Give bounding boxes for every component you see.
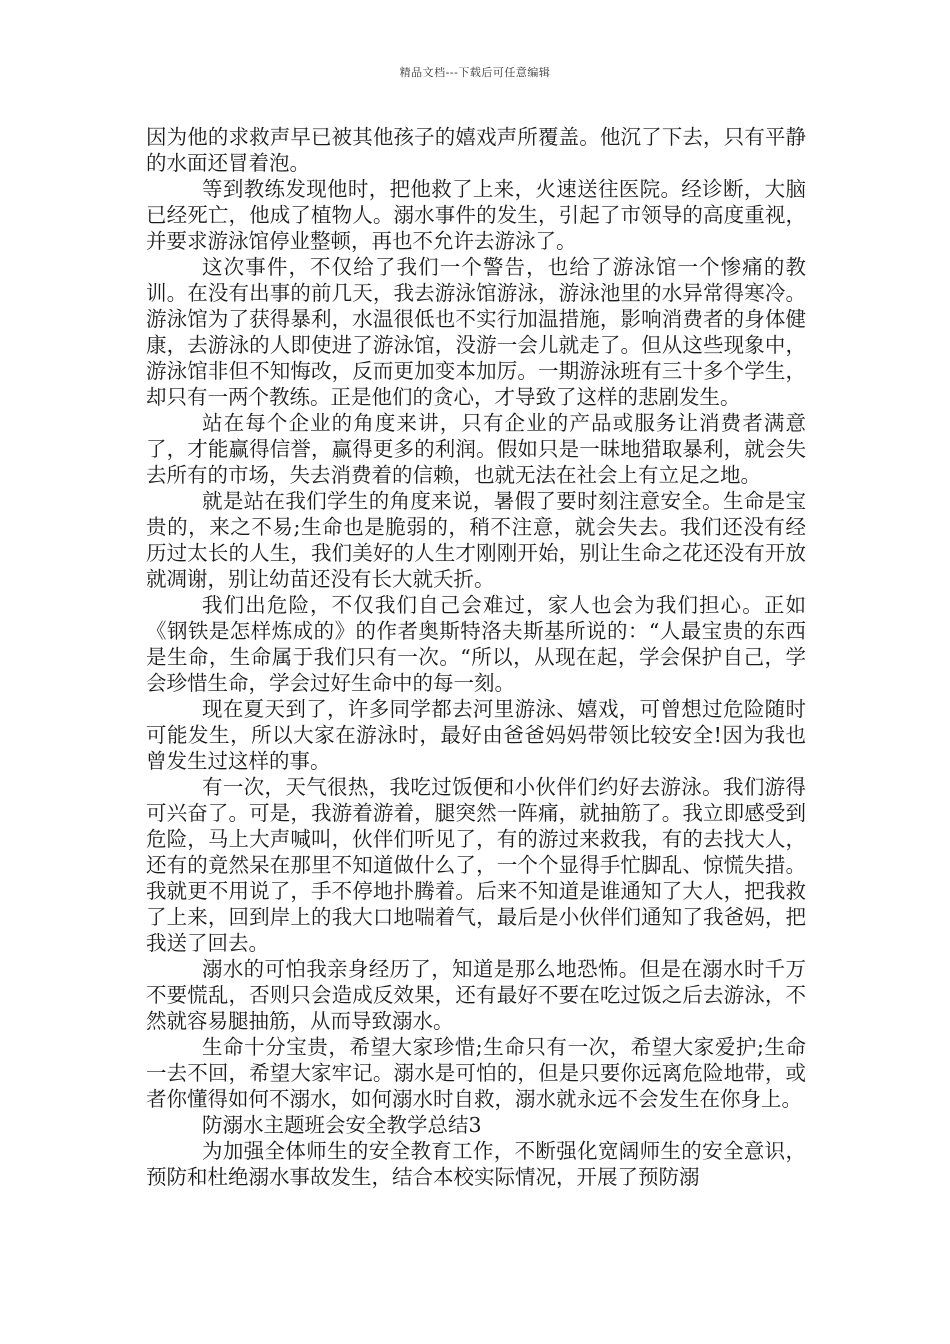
paragraph: 现在夏天到了，许多同学都去河里游泳、嬉戏，可曾想过危险随时可能发生，所以大家在游泳时，最好由爸爸妈妈带领比较安全!因为我也曾发生过这样的事。 xyxy=(146,697,806,773)
paragraph: 等到教练发现他时，把他救了上来，火速送往医院。经诊断，大脑已经死亡，他成了植物人。溺水事件的发生，引起了市领导的高度重视，并要求游泳馆停业整顿，再也不允许去游泳了。 xyxy=(146,177,806,253)
paragraph: 我们出危险，不仅我们自己会难过，家人也会为我们担心。正如《钢铁是怎样炼成的》的作者奥斯特洛夫斯基所说的：“人最宝贵的东西是生命，生命属于我们只有一次。“所以，从现在起，学会保护自己，学会珍惜生命，学会过好生命中的每一刻。 xyxy=(146,593,806,695)
paragraph: 站在每个企业的角度来讲，只有企业的产品或服务让消费者满意了，才能赢得信誉，赢得更多的利润。假如只是一昧地猎取暴利，就会失去所有的市场，失去消费着的信赖，也就无法在社会上有立足之地。 xyxy=(146,411,806,487)
section-heading: 防溺水主题班会安全教学总结3 xyxy=(202,1113,482,1137)
page-header: 精品文档---下载后可任意编辑 xyxy=(399,66,551,79)
paragraph: 就是站在我们学生的角度来说，暑假了要时刻注意安全。生命是宝贵的，来之不易;生命也是脆弱的，稍不注意，就会失去。我们还没有经历过太长的人生，我们美好的人生才刚刚开始，别让生命之花还没有开放就凋谢，别让幼苗还没有长大就夭折。 xyxy=(146,489,806,591)
paragraph: 这次事件，不仅给了我们一个警告，也给了游泳馆一个惨痛的教训。在没有出事的前几天，我去游泳馆游泳，游泳池里的水异常得寒冷。游泳馆为了获得暴利，水温很低也不实行加温措施，影响消费者的身体健康，去游泳的人即使进了游泳馆，没游一会儿就走了。但从这些现象中，游泳馆非但不知悔改，反而更加变本加厉。一期游泳班有三十多个学生，却只有一两个教练。正是他们的贪心，才导致了这样的悲剧发生。 xyxy=(146,255,806,409)
paragraph: 有一次，天气很热，我吃过饭便和小伙伴们约好去游泳。我们游得可兴奋了。可是，我游着游着，腿突然一阵痛，就抽筋了。我立即感受到危险，马上大声喊叫，伙伴们听见了，有的游过来救我，有的去找大人，还有的竟然呆在那里不知道做什么了，一个个显得手忙脚乱、惊慌失措。我就更不用说了，手不停地扑腾着。后来不知道是谁通知了大人，把我救了上来，回到岸上的我大口地喘着气，最后是小伙伴们通知了我爸妈，把我送了回去。 xyxy=(146,775,806,955)
paragraph: 溺水的可怕我亲身经历了，知道是那么地恐怖。但是在溺水时千万不要慌乱，否则只会造成反效果，还有最好不要在吃过饭之后去游泳，不然就容易腿抽筋，从而导致溺水。 xyxy=(146,957,806,1033)
paragraph: 为加强全体师生的安全教育工作，不断强化宽阔师生的安全意识，预防和杜绝溺水事故发生，结合本校实际情况，开展了预防溺 xyxy=(146,1139,806,1189)
paragraph: 生命十分宝贵，希望大家珍惜;生命只有一次，希望大家爱护;生命一去不回，希望大家牢记。溺水是可怕的，但是只要你远离危险地带，或者你懂得如何不溺水，如何溺水时自救，溺水就永远不会发生在你身上。 xyxy=(146,1035,806,1111)
document-body xyxy=(146,124,806,1190)
paragraph: 因为他的求救声早已被其他孩子的嬉戏声所覆盖。他沉了下去，只有平静的水面还冒着泡。 xyxy=(146,125,806,175)
